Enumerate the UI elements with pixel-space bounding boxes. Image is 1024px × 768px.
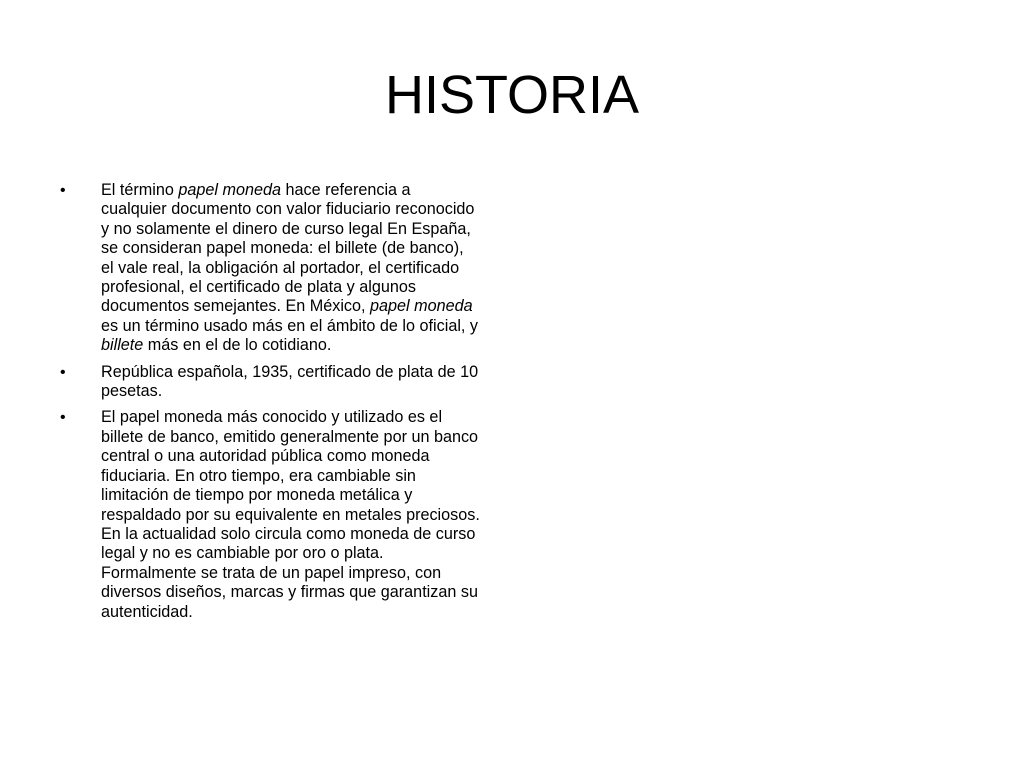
bullet-text (101, 181, 478, 354)
slide-title: HISTORIA (384, 65, 640, 125)
bullet-item (60, 363, 480, 402)
bullet-text (101, 363, 478, 400)
bullet-item (60, 181, 480, 356)
text-segment-italic: papel moneda (178, 181, 281, 199)
bullet-dot-icon: • (60, 182, 66, 199)
text-segment: El término (101, 181, 179, 199)
text-segment: es un término usado más en el ámbito de lo oficial, y (101, 316, 479, 335)
bullet-dot-icon: • (60, 409, 66, 427)
text-segment-italic: papel moneda (370, 297, 473, 316)
bullet-list (60, 181, 480, 629)
bullet-text (101, 408, 480, 620)
bullet-dot-icon: • (60, 363, 66, 381)
text-segment: República española, 1935, certificado de plata de 10 pesetas. (101, 362, 479, 401)
bullet-item (60, 408, 480, 621)
text-segment: hace referencia a cualquier documento con valor fiduciario reconocido y no solamente el dinero de curso legal En España, se consideran papel moneda: el billete (de banco), el vale real, la obligación al portador, el certificado profesional, el certificado de plata y algunos documentos semejantes. En México, (101, 181, 475, 316)
text-segment-italic: billete (101, 336, 144, 355)
text-segment: más en el de lo cotidiano. (143, 336, 332, 355)
text-segment: El papel moneda más conocido y utilizado es el billete de banco, emitido generalmente por un banco central o una autoridad pública como moneda fiduciaria. En otro tiempo, era cambiable sin limitación de tiempo por moneda metálica y respaldado por su equivalente en metales preciosos. En la actualidad solo circula como moneda de curso legal y no es cambiable por oro o plata. Formalmente se trata de un papel impreso, con diversos diseños, marcas y firmas que garantizan su autenticidad. (101, 408, 480, 621)
